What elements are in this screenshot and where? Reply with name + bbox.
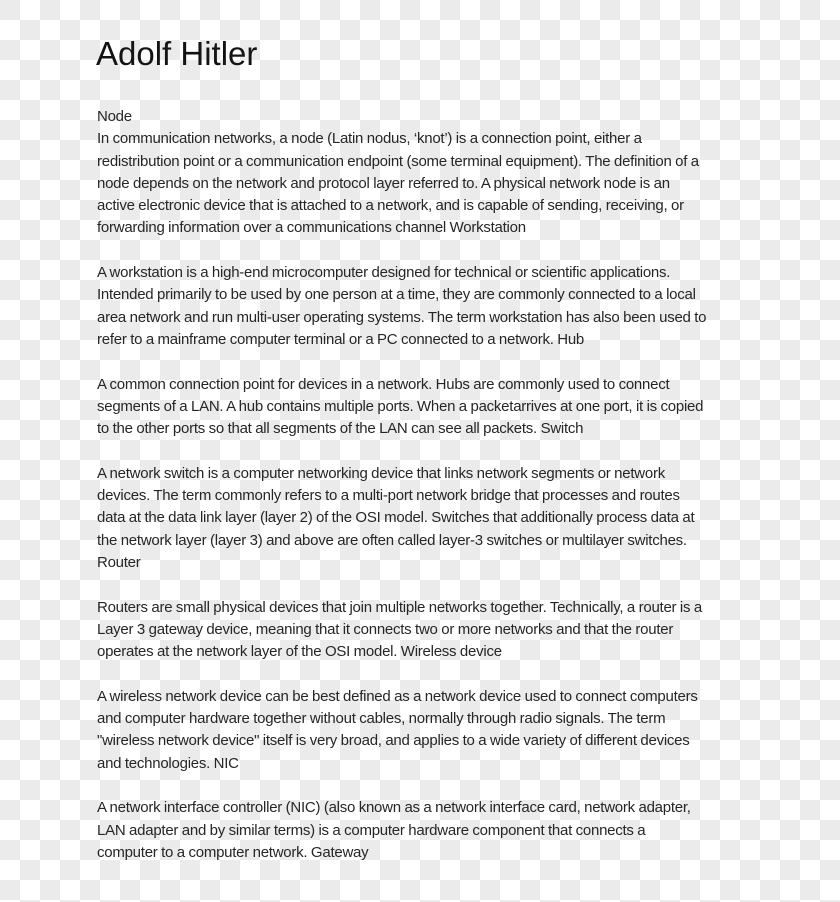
paragraph-router: [97, 597, 706, 664]
text-line: to the other ports so that all segments of the LAN can see all packets. Switch: [97, 420, 584, 438]
text-line: A workstation is a high-end microcomputer designed for technical or scientific applications.: [97, 264, 671, 282]
text-line: Intended primarily to be used by one person at a time, they are commonly connected to a local: [97, 286, 696, 304]
document-body: [97, 106, 706, 886]
text-line: A common connection point for devices in a network. Hubs are commonly used to connect: [97, 375, 670, 393]
text-line: the network layer (layer 3) and above are often called layer-3 switches or multilayer switches.: [97, 531, 687, 549]
text-line: In communication networks, a node (Latin nodus, ‘knot’) is a connection point, either a: [97, 130, 642, 148]
paragraph-wireless-device: [97, 686, 706, 775]
text-line: computer to a computer network. Gateway: [97, 843, 369, 861]
paragraph-workstation: [97, 262, 706, 351]
text-line: forwarding information over a communications channel Workstation: [97, 219, 526, 237]
text-line: and computer hardware together without cables, normally through radio signals. The term: [97, 710, 666, 728]
text-line: Routers are small physical devices that join multiple networks together. Technically, a router is a: [97, 598, 702, 616]
paragraph-hub: [97, 374, 706, 441]
text-line: data at the data link layer (layer 2) of the OSI model. Switches that additionally process data at: [97, 509, 695, 527]
paragraph-node: [97, 128, 706, 239]
document-title: Adolf Hitler: [96, 35, 258, 72]
text-line: A network switch is a computer networking device that links network segments or network: [97, 464, 665, 482]
text-line: and technologies. NIC: [97, 754, 239, 772]
text-line: active electronic device that is attached to a network, and is capable of sending, receiving, or: [97, 197, 684, 215]
text-line: A wireless network device can be best defined as a network device used to connect computers: [97, 687, 698, 705]
text-line: refer to a mainframe computer terminal or a PC connected to a network. Hub: [97, 330, 584, 348]
paragraph-nic: [97, 797, 706, 864]
text-line: LAN adapter and by similar terms) is a computer hardware component that connects a: [97, 821, 646, 839]
text-line: node depends on the network and protocol layer referred to. A physical network node is an: [97, 174, 670, 192]
text-line: "wireless network device" itself is very broad, and applies to a wide variety of different devices: [97, 732, 690, 750]
text-line: segments of a LAN. A hub contains multiple ports. When a packetarrives at one port, it is copied: [97, 397, 704, 415]
text-line: A network interface controller (NIC) (also known as a network interface card, network adapter,: [97, 799, 691, 817]
text-line: area network and run multi-user operating systems. The term workstation has also been used to: [97, 308, 707, 326]
text-line: operates at the network layer of the OSI model. Wireless device: [97, 643, 502, 661]
section-heading-node: Node: [97, 108, 132, 125]
text-line: Layer 3 gateway device, meaning that it connects two or more networks and that the router: [97, 620, 674, 638]
paragraph-switch: [97, 463, 706, 574]
text-line: redistribution point or a communication endpoint (some terminal equipment). The definition of a: [97, 152, 699, 170]
text-line: Router: [97, 553, 141, 571]
text-line: devices. The term commonly refers to a multi-port network bridge that processes and routes: [97, 487, 680, 505]
